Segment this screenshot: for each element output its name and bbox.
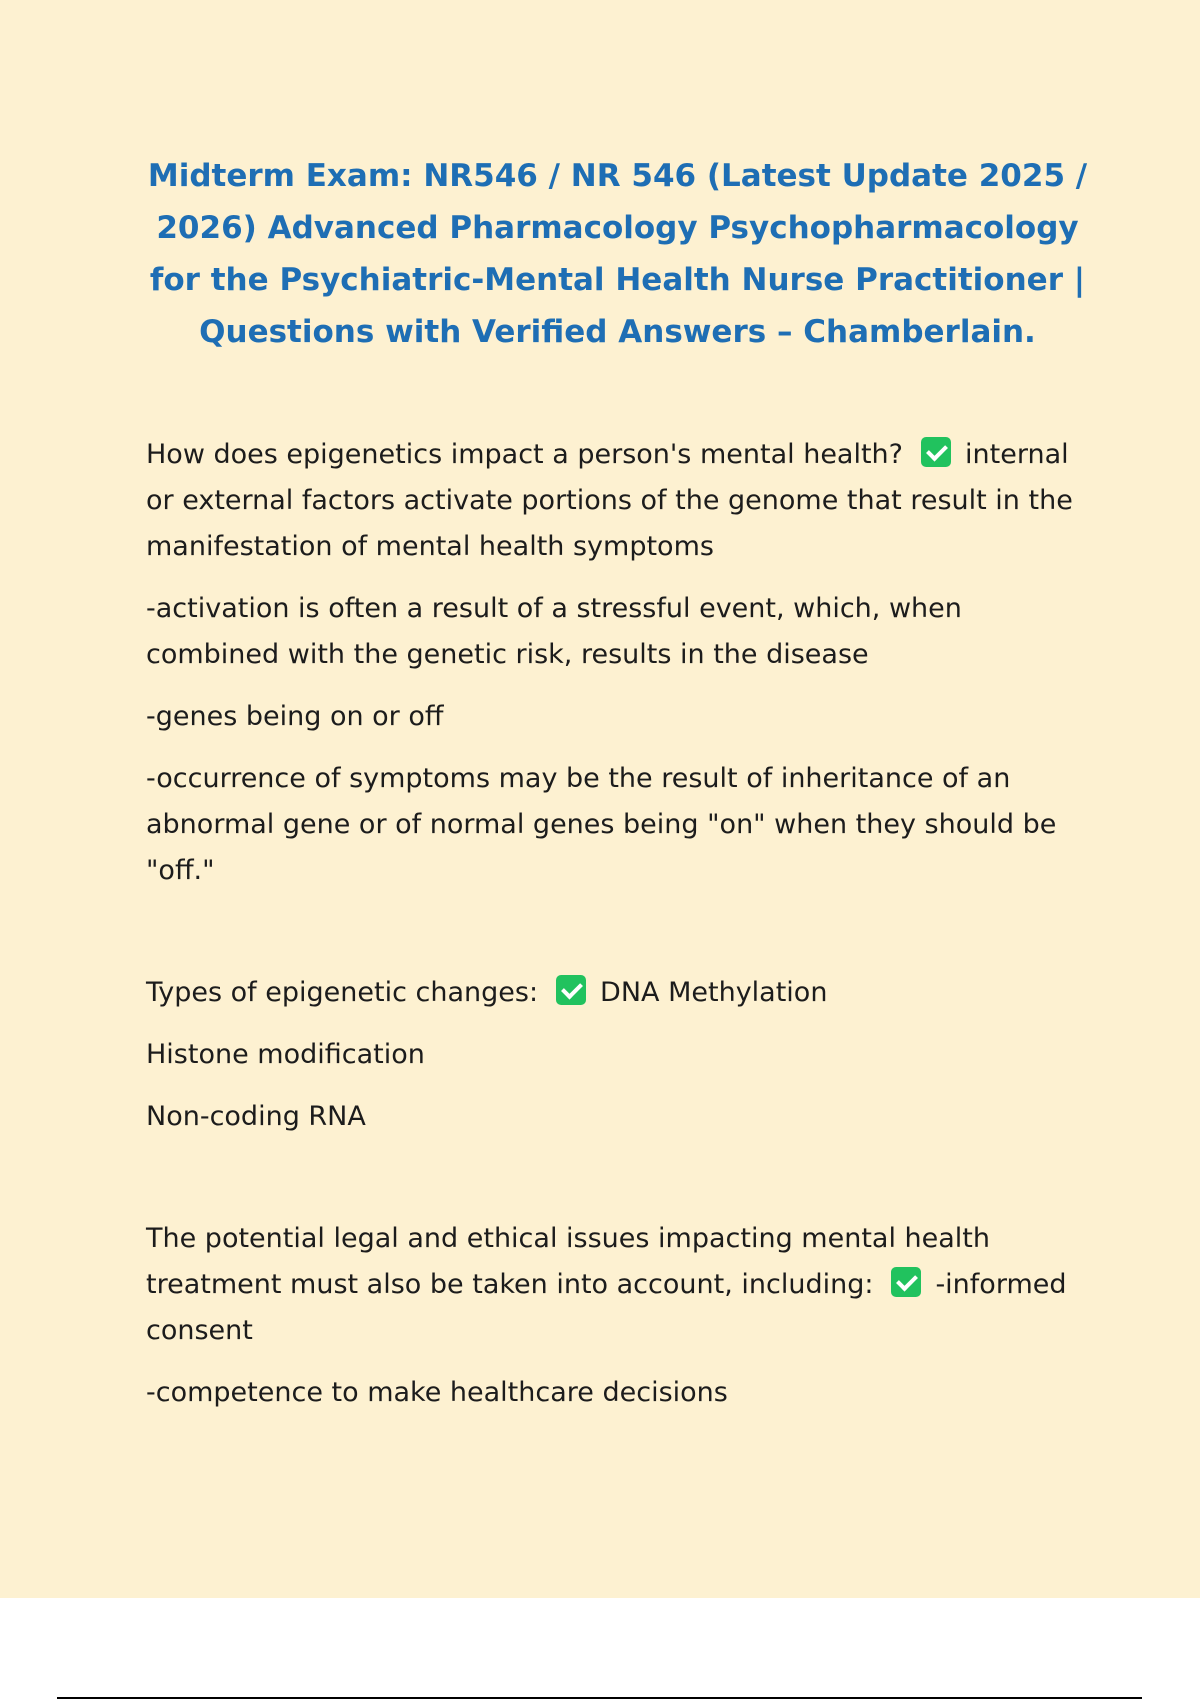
qa-question-line [146, 1216, 1076, 1354]
qa-item-epigenetics-impact [146, 432, 1076, 894]
answer-line: -genes being on or off [146, 701, 444, 732]
check-icon [921, 437, 951, 467]
question-text: Types of epigenetic changes: [146, 977, 539, 1008]
answer-line: Non-coding RNA [146, 1101, 366, 1132]
qa-question-line [146, 432, 1076, 570]
answer-line: Histone modification [146, 1039, 425, 1070]
answer-line: -occurrence of symptoms may be the result of inheritance of an abnormal gene or of normal genes being "on" when they should be "off." [146, 763, 1057, 886]
answer-inline-text: -informed consent [146, 1269, 1067, 1346]
page-divider [57, 1697, 1142, 1699]
answer-line: -competence to make healthcare decisions [146, 1377, 728, 1408]
qa-item-legal-ethical [146, 1216, 1076, 1416]
answer-inline-text: DNA Methylation [600, 977, 828, 1008]
check-icon [891, 1267, 921, 1297]
qa-question-line [146, 970, 1076, 1016]
answer-inline-text: internal or external factors activate portions of the genome that result in the manifestation of mental health symptoms [146, 439, 1073, 562]
document-title: Midterm Exam: NR546 / NR 546 (Latest Update 2025 / 2026) Advanced Pharmacology Psychopharmacology for the Psychiatric-Mental Health Nurse Practitioner | Questions with Verified Answers – Chamberlain. [147, 158, 1088, 350]
question-text: How does epigenetics impact a person's mental health? [146, 439, 904, 470]
qa-item-epigenetic-changes [146, 970, 1076, 1140]
check-icon [556, 975, 586, 1005]
qa-list [146, 432, 1076, 1492]
answer-line: -activation is often a result of a stressful event, which, when combined with the genetic risk, results in the disease [146, 593, 962, 670]
question-text: The potential legal and ethical issues impacting mental health treatment must also be taken into account, including: [146, 1223, 991, 1300]
